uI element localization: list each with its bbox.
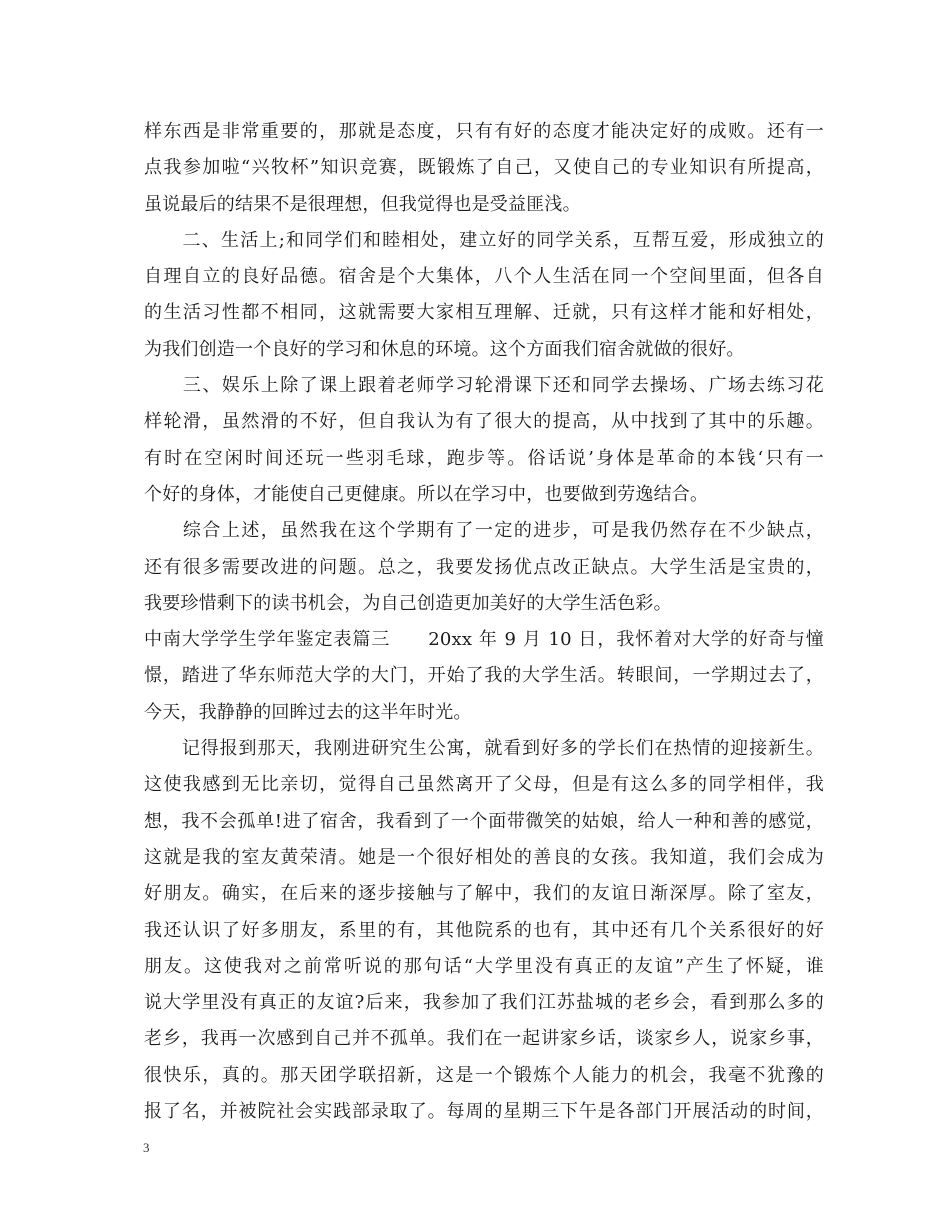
text-line: 为我们创造一个良好的学习和休息的环境。这个方面我们宿舍就做的很好。	[144, 338, 745, 360]
text-line: 个好的身体，才能使自己更健康。所以在学习中，也要做到劳逸结合。	[144, 483, 709, 505]
text-line: 想，我不会孤单!进了宿舍，我看到了一个面带微笑的姑娘，给人一种和善的感觉，	[144, 810, 824, 832]
text-line: 这使我感到无比亲切，觉得自己虽然离开了父母，但是有这么多的同学相伴，我	[144, 774, 824, 796]
text-line: 老乡，我再一次感到自己并不孤单。我们在一起讲家乡话，谈家乡人，说家乡事，	[144, 1028, 824, 1050]
text-line: 我要珍惜剩下的读书机会，为自己创造更加美好的大学生活色彩。	[144, 592, 672, 614]
page-number: 3	[143, 1140, 150, 1155]
text-line: 样轮滑，虽然滑的不好，但自我认为有了很大的提高，从中找到了其中的乐趣。	[144, 411, 824, 433]
text-line: 记得报到那天，我刚进研究生公寓，就看到好多的学长们在热情的迎接新生。	[144, 738, 824, 760]
text-line: 点我参加啦“兴牧杯”知识竞赛，既锻炼了自己，又使自己的专业知识有所提高，	[144, 157, 824, 179]
text-line: 还有很多需要改进的问题。总之，我要发扬优点改正缺点。大学生活是宝贵的，	[144, 556, 824, 578]
text-line: 我还认识了好多朋友，系里的有，其他院系的也有，其中还有几个关系很好的好	[144, 919, 824, 941]
text-line: 的生活习性都不相同，这就需要大家相互理解、迁就，只有这样才能和好相处，	[144, 302, 824, 324]
text-line: 有时在空闲时间还玩一些羽毛球，跑步等。俗话说’身体是革命的本钱‘只有一	[144, 447, 824, 469]
text-line: 好朋友。确实，在后来的逐步接触与了解中，我们的友谊日渐深厚。除了室友，	[144, 883, 824, 905]
text-line: 说大学里没有真正的友谊?后来，我参加了我们江苏盐城的老乡会，看到那么多的	[144, 992, 824, 1014]
text-line: 很快乐，真的。那天团学联招新，这是一个锻炼个人能力的机会，我毫不犹豫的	[144, 1064, 824, 1086]
document-body	[144, 114, 824, 1130]
text-line: 憬，踏进了华东师范大学的大门，开始了我的大学生活。转眼间，一学期过去了，	[144, 665, 824, 687]
text-line: 中南大学学生学年鉴定表篇三 20xx 年 9 月 10 日，我怀着对大学的好奇与憧	[144, 629, 824, 651]
text-line: 综合上述，虽然我在这个学期有了一定的进步，可是我仍然存在不少缺点，	[144, 520, 824, 542]
text-line: 二、生活上;和同学们和睦相处，建立好的同学关系，互帮互爱，形成独立的	[144, 229, 824, 251]
text-line: 朋友。这使我对之前常听说的那句话“大学里没有真正的友谊”产生了怀疑，谁	[144, 955, 824, 977]
text-line: 虽说最后的结果不是很理想，但我觉得也是受益匪浅。	[144, 193, 581, 215]
text-line: 自理自立的良好品德。宿舍是个大集体，八个人生活在同一个空间里面，但各自	[144, 266, 824, 288]
text-line: 这就是我的室友黄荣清。她是一个很好相处的善良的女孩。我知道，我们会成为	[144, 846, 824, 868]
text-line: 报了名，并被院社会实践部录取了。每周的星期三下午是各部门开展活动的时间，	[144, 1101, 824, 1123]
text-line: 三、娱乐上除了课上跟着老师学习轮滑课下还和同学去操场、广场去练习花	[144, 375, 824, 397]
text-line: 样东西是非常重要的，那就是态度，只有有好的态度才能决定好的成败。还有一	[144, 121, 824, 142]
text-line: 今天，我静静的回眸过去的这半年时光。	[144, 701, 472, 723]
